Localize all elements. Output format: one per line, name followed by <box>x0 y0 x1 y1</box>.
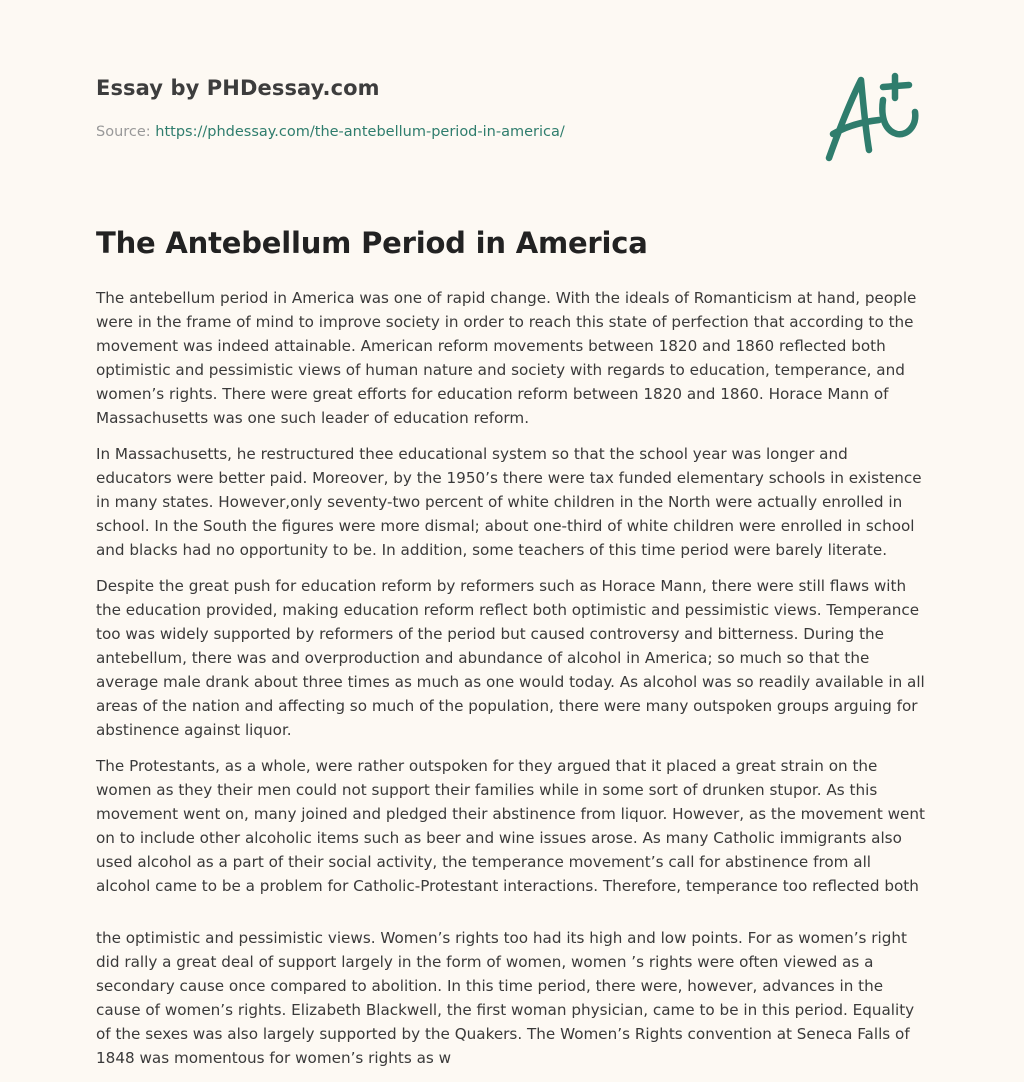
essay-paragraph: The Protestants, as a whole, were rather outspoken for they argued that it placed a great strain on the women as they their men could not support their families while in some sort of drunken stupor. As this movement went on, many joined and pledged their abstinence from liquor. However, as the movement went on to include other alcoholic items such as beer and wine issues arose. As many Catholic immigrants also used alcohol as a part of their social activity, the temperance movement’s call for abstinence from all alcohol came to be a problem for Catholic-Protestant interactions. Therefore, temperance too reflected both <box>96 757 925 895</box>
source-link[interactable]: https://phdessay.com/the-antebellum-period-in-america/ <box>155 124 565 140</box>
essay-page <box>96 0 928 1067</box>
essay-title: The Antebellum Period in America <box>96 226 648 260</box>
source-label: Source: <box>96 124 156 140</box>
page-header <box>96 0 928 200</box>
essay-body <box>96 286 928 1082</box>
source-line <box>96 124 565 140</box>
essay-paragraph: The antebellum period in America was one of rapid change. With the ideals of Romanticism at hand, people were in the frame of mind to improve society in order to reach this state of perfection that according to the movement was indeed attainable. American reform movements between 1820 and 1860 reflected both optimistic and pessimistic views of human nature and society with regards to education, temperance, and women’s rights. There were great efforts for education reform between 1820 and 1860. Horace Mann of Massachusetts was one such leader of education reform. <box>96 289 917 427</box>
essay-paragraph: the optimistic and pessimistic views. Women’s rights too had its high and low points. For as women’s right did rally a great deal of support largely in the form of women, women ’s rights were often viewed as a secondary cause once compared to abolition. In this time period, there were, however, advances in the cause of women’s rights. Elizabeth Blackwell, the first woman physician, came to be in this period. Equality of the sexes was also largely supported by the Quakers. The Women’s Rights convention at Seneca Falls of 1848 was momentous for women’s rights as w <box>96 929 915 1067</box>
essay-paragraph: In Massachusetts, he restructured thee educational system so that the school year was longer and educators were better paid. Moreover, by the 1950’s there were tax funded elementary schools in existence in many states. However,only seventy-two percent of white children in the North were actually enrolled in school. In the South the figures were more dismal; about one-third of white children were enrolled in school and blacks had no opportunity to be. In addition, some teachers of this time period were barely literate. <box>96 445 922 559</box>
essay-paragraph: Despite the great push for education reform by reformers such as Horace Mann, there were still flaws with the education provided, making education reform reflect both optimistic and pessimistic views. Temperance too was widely supported by reformers of the period but caused controversy and bitterness. During the antebellum, there was and overproduction and abundance of alcohol in America; so much so that the average male drank about three times as much as one would today. As alcohol was so readily available in all areas of the nation and affecting so much of the population, there were many outspoken groups arguing for abstinence against liquor. <box>96 577 925 739</box>
a-plus-logo-icon <box>825 70 925 162</box>
brand-title: Essay by PHDessay.com <box>96 76 380 100</box>
